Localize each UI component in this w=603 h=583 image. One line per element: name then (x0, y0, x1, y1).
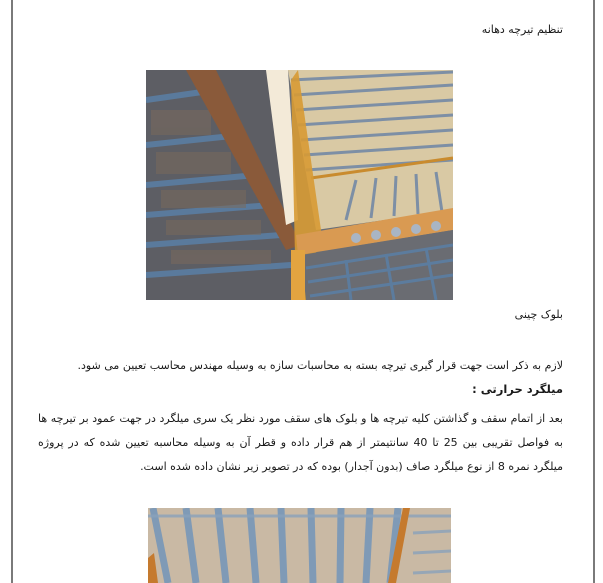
document-page (11, 0, 595, 583)
thermal-rebar-photo (148, 508, 451, 583)
ceiling-joist-image (146, 70, 453, 300)
ceiling-joist-photo (146, 70, 453, 300)
heading-thermal-rebar: میلگرد حرارتی : (472, 382, 563, 396)
section-title: تنظیم تیرچه دهانه (481, 23, 563, 36)
figure-caption: بلوک چینی (514, 308, 563, 321)
paragraph-thermal-rebar: بعد از اتمام سقف و گذاشتن کلیه تیرچه ها و بلوک های سقف مورد نظر یک سری میلگرد در جهت عمود بر تیرچه ها به فواصل تقریبی بین 25 تا 40 سانتیمتر از هم قرار داده و قطر آن به وسیله محاسبه تعیین شده که در پروژه میلگرد نمره 8 از نوع میلگرد صاف (بدون آجدار) بوده که در تصویر زیر نشان داده شده است. (38, 412, 563, 473)
thermal-rebar-image (148, 508, 451, 583)
paragraph-joist-placement: لازم به ذکر است جهت قرار گیری تیرچه بسته به محاسبات سازه به وسیله مهندس محاسب تعیین می شود. (77, 359, 563, 372)
